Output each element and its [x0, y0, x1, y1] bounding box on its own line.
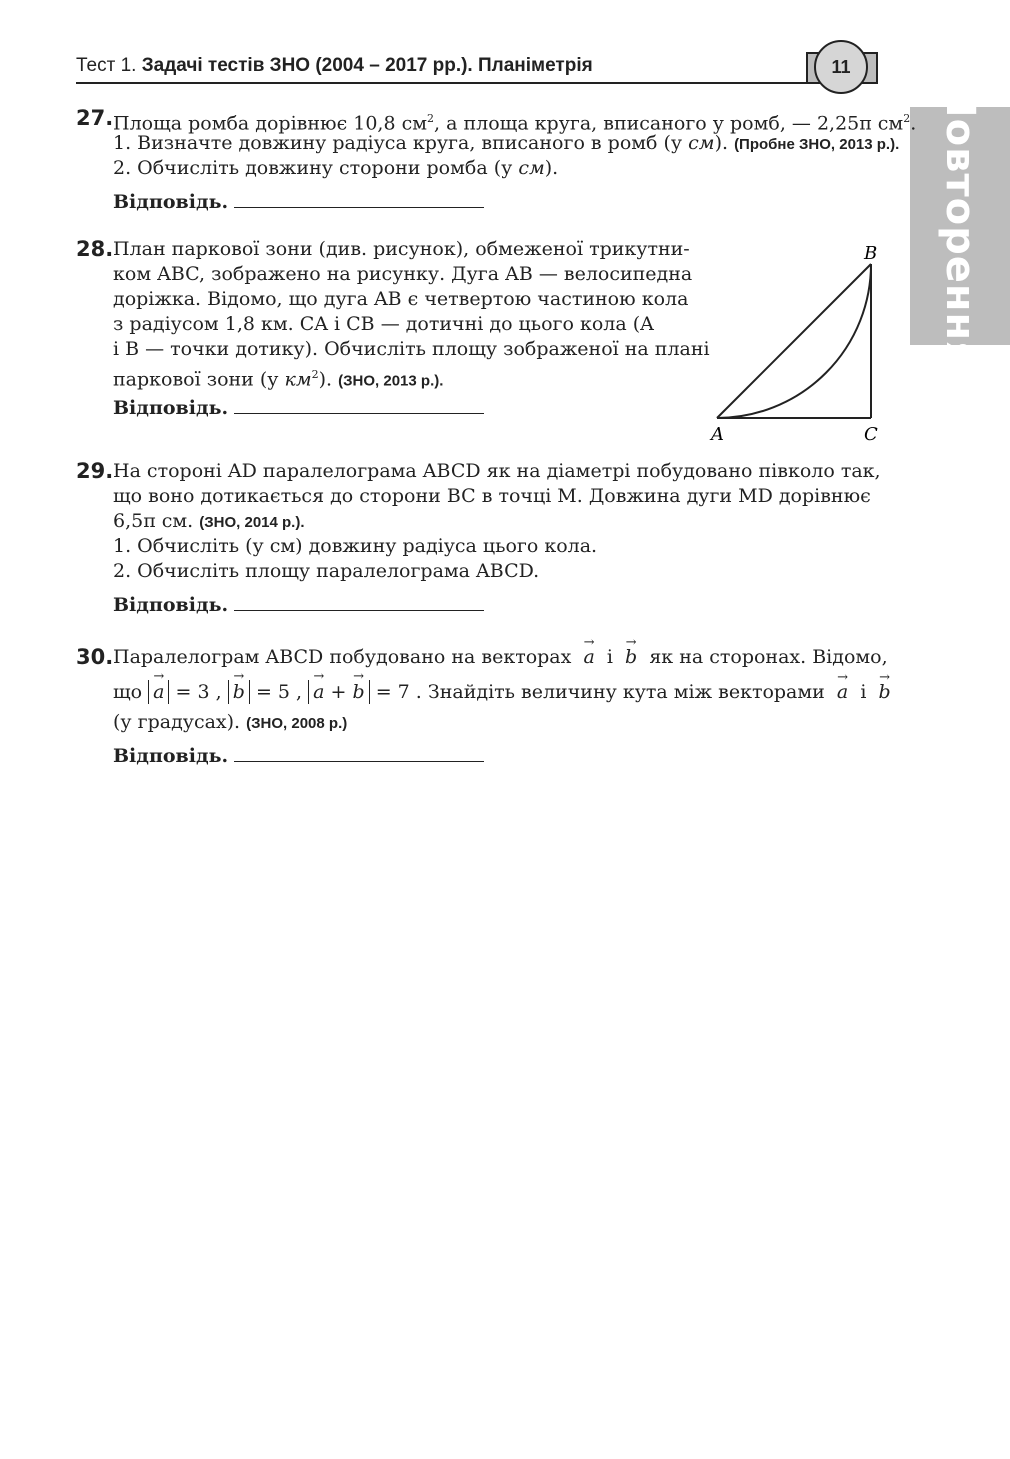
problem-line: [113, 710, 891, 735]
page-header: [76, 52, 878, 86]
vector-b: → b: [879, 675, 891, 710]
text: і: [860, 681, 867, 703]
problem-line: [113, 509, 881, 534]
magnitude-b: [228, 680, 250, 704]
text: Площа ромба дорівнює 10,8 см: [113, 112, 428, 135]
answer-blank[interactable]: [234, 189, 484, 208]
answer-line: [113, 395, 710, 421]
problem-body: [113, 645, 891, 769]
problem-body: [113, 106, 916, 215]
vector-a: → a: [313, 680, 324, 704]
vector-b: → b: [625, 645, 637, 670]
side-tab-label: Повторення: [937, 84, 983, 368]
text: як на сторонах. Відомо,: [649, 646, 888, 668]
answer-label: Відповідь.: [113, 745, 229, 767]
text: (у градусах).: [113, 711, 241, 733]
triangle-figure: [700, 240, 900, 450]
text: ).: [714, 132, 729, 154]
problem-line: [113, 131, 916, 156]
vector-b: → b: [233, 680, 245, 704]
answer-blank[interactable]: [234, 395, 484, 414]
plus-sign: +: [330, 681, 347, 703]
superscript: 2: [427, 112, 435, 125]
unit: см: [518, 157, 545, 179]
test-title: Задачі тестів ЗНО (2004 – 2017 рр.). Планіметрія: [141, 55, 593, 76]
source-note: (ЗНО, 2014 р.).: [199, 514, 305, 531]
answer-line: [113, 189, 916, 215]
problem-line: [113, 675, 891, 710]
text: ).: [544, 157, 559, 179]
unit: км: [284, 368, 312, 391]
problem-line: 2. Обчисліть площу паралелограма ABCD.: [113, 560, 540, 582]
unit: см: [688, 132, 715, 154]
problem-body: [113, 237, 710, 421]
problem-line: що воно дотикається до сторони BC в точці M. Довжина дуги MD дорівнює: [113, 485, 871, 507]
text: .: [910, 112, 917, 135]
problem-line: доріжка. Відомо, що дуга AB є четвертою частиною кола: [113, 288, 689, 310]
text: і: [606, 646, 613, 668]
answer-blank[interactable]: [234, 592, 484, 611]
answer-line: [113, 592, 881, 618]
vector-a: → a: [583, 645, 594, 670]
magnitude-a: [148, 680, 169, 704]
text: = 5 ,: [255, 681, 303, 703]
problem-line: 1. Обчисліть (у см) довжину радіуса цього кола.: [113, 535, 598, 557]
vertex-c-label: C: [864, 424, 878, 445]
text: = 3 ,: [175, 681, 222, 703]
problem-line: з радіусом 1,8 км. CA і CB — дотичні до цього кола (A: [113, 313, 654, 335]
vertex-b-label: B: [864, 243, 878, 264]
text: 2. Обчисліть довжину сторони ромба (у: [113, 157, 519, 179]
problem-line: План паркової зони (див. рисунок), обмеженої трикутни-: [113, 238, 690, 260]
section-side-tab: [910, 84, 1010, 368]
problem-body: [113, 459, 881, 618]
problem-line: [113, 645, 891, 675]
answer-label: Відповідь.: [113, 191, 229, 213]
vector-a: → a: [153, 680, 164, 704]
text: , а площа круга, вписаного у ромб, — 2,25π см: [434, 112, 904, 135]
source-note: (Пробне ЗНО, 2013 р.).: [734, 136, 900, 153]
header-rule: [76, 82, 806, 84]
problem-number: 28.: [76, 237, 114, 261]
superscript: 2: [311, 368, 319, 381]
magnitude-a-plus-b: [308, 680, 370, 704]
superscript: 2: [903, 112, 911, 125]
source-note: (ЗНО, 2008 р.): [246, 715, 348, 732]
problem-line: і B — точки дотику). Обчисліть площу зображеної на плані: [113, 338, 710, 360]
source-note: (ЗНО, 2013 р.).: [338, 372, 444, 390]
problem-line: [113, 156, 916, 181]
problem-line: [113, 106, 917, 135]
text: Знайдіть величину кута між векторами: [427, 681, 825, 703]
problem-line: На стороні AD паралелограма ABCD як на діаметрі побудовано півколо так,: [113, 460, 881, 482]
text: ).: [318, 368, 333, 391]
text: паркової зони (у: [113, 368, 285, 391]
side-ab: [717, 264, 871, 418]
text: Паралелограм ABCD побудовано на векторах: [113, 646, 572, 668]
problem-number: 30.: [76, 645, 114, 669]
problem-number: 27.: [76, 106, 114, 130]
vector-a: → a: [837, 675, 848, 710]
answer-label: Відповідь.: [113, 397, 229, 419]
text: = 7 .: [375, 681, 422, 703]
answer-blank[interactable]: [234, 743, 484, 762]
text: 1. Визначте довжину радіуса круга, вписаного в ромб (у: [113, 132, 689, 154]
text: що: [113, 681, 143, 703]
page-title: [76, 55, 593, 77]
problem-number: 29.: [76, 459, 114, 483]
vector-b: → b: [352, 680, 364, 704]
problem-line: [113, 362, 710, 391]
vertex-a-label: A: [711, 424, 724, 445]
answer-label: Відповідь.: [113, 594, 229, 616]
problem-line: ком ABC, зображено на рисунку. Дуга AB — велосипедна: [113, 263, 693, 285]
page-number: 11: [814, 40, 868, 94]
answer-line: [113, 743, 891, 769]
text: 6,5π см.: [113, 510, 194, 532]
test-prefix: Тест 1.: [76, 55, 137, 76]
